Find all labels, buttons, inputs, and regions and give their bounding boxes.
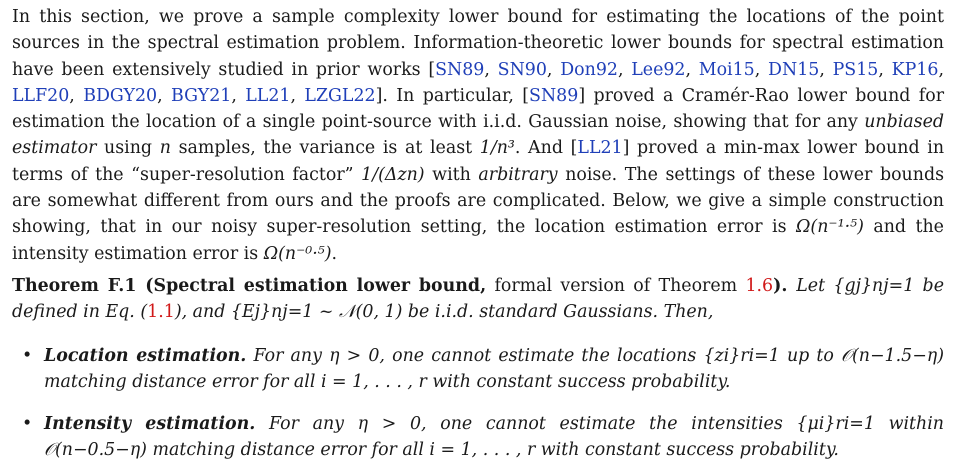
theorem-statement [12,273,944,326]
text-segment: ] proved a min-max lower bound in terms of the “super-resolution factor” [12,138,945,185]
citation-link[interactable]: PS15 [832,59,879,80]
equation-reference-link[interactable]: 1.1 [147,302,175,323]
bullet-icon: • [22,345,33,366]
bullet-icon: • [22,413,33,434]
theorem-reference-link[interactable]: 1.6 [745,275,774,296]
theorem-body: ), and {Ej}nj=1 ~ 𝒩(0, 1) be i.i.d. standard Gaussians. Then, [174,302,714,323]
citation-link[interactable]: Don92 [560,59,618,80]
citation-link[interactable]: LLF20 [12,85,70,106]
emphasis: arbitrary [478,164,558,185]
citation-link[interactable]: KP16 [891,59,939,80]
text-segment: noise. The settings of these lower bounds are somewhat different from ours and the proofs are complicated. Below, we give a simple construction showing, that in our noisy super-resolution setting, the location estimation error is [12,164,945,238]
text-segment: using [96,138,160,159]
theorem-heading: Theorem F.1 (Spectral estimation lower bound, [12,275,487,296]
text-segment: and the intensity estimation error is [12,217,944,264]
text-segment: samples, the variance is at least [170,138,480,159]
theorem-heading-close: ). [773,275,797,296]
intro-paragraph: In this section, we prove a sample complexity lower bound for estimating the locations of the point sources in the spectral estimation problem. Information-theoretic lower bounds for spectral estimation have been extensively studied in prior works [SN89, SN90, Don92, Lee92, Moi15, DN15, PS15, KP16, LLF20, BDGY20, BGY21, LL21, LZGL22]. In particular, [SN89] proved a Cramér-Rao lower bound for estimation the location of a single point-source with i.i.d. Gaussian noise, showing that for any unbiased estimator using n samples, the variance is at least 1/n³. And [LL21] proved a min-max lower bound in terms of the “super-resolution factor” 1/(Δzn) with arbitrary noise. The settings of these lower bounds are somewhat different from ours and the proofs are complicated. Below, we give a simple construction showing, that in our noisy super-resolution setting, the location estimation error is Ω(n⁻¹·⁵) and the intensity estimation error is Ω(n⁻⁰·⁵). [12,7,945,264]
bullet-text: For any η > 0, one cannot estimate the locations {zi}ri=1 up to 𝒪(n−1.5−η) matching distance error for all i = 1, . . . , r with constant success probability. [44,345,944,393]
bullet-label: Location estimation. [44,345,247,366]
list-item [22,411,944,464]
text-segment: . [331,243,338,264]
citation-link[interactable]: LL21 [245,85,291,106]
bullet-label: Intensity estimation. [44,413,256,434]
theorem-bullet-list [12,343,944,463]
citation-link[interactable]: Lee92 [631,59,686,80]
citation-link[interactable]: BGY21 [171,85,232,106]
citation-link[interactable]: BDGY20 [83,85,158,106]
citation-link[interactable]: LL21 [577,138,623,159]
citation-link[interactable]: DN15 [768,59,820,80]
math-inline: Ω(n⁻⁰·⁵) [263,243,332,264]
theorem-body: Let {gj}nj=1 be defined in Eq. ( [12,275,944,323]
citation-link[interactable]: SN89 [435,59,485,80]
text-segment: In this section, we prove a sample complexity lower bound for estimating the locations of the point sources in the spectral estimation problem. Information-theoretic lower bounds for spectral estimation have been extensively studied in prior works [ [12,7,944,80]
list-item [22,343,944,396]
citation-link[interactable]: LZGL22 [304,85,376,106]
citation-link[interactable]: Moi15 [698,59,755,80]
text-segment: ] proved a Cramér-Rao lower bound for estimation the location of a single point-source with i.i.d. Gaussian noise, showing that for any [12,85,945,133]
citation-link[interactable]: SN90 [497,59,547,80]
math-inline: n [159,138,171,159]
math-inline: Ω(n⁻¹·⁵) [796,217,864,238]
text-segment: ]. In particular, [ [375,85,530,106]
emphasis: unbiased estimator [12,112,944,159]
text-segment: . And [ [514,138,578,159]
math-inline: 1/n³ [479,138,515,159]
math-inline: 1/(Δzn) [361,164,425,185]
text-segment: with [424,164,479,185]
theorem-mid: formal version of Theorem [486,275,746,296]
bullet-text: For any η > 0, one cannot estimate the intensities {μi}ri=1 within 𝒪(n−0.5−η) matching distance error for all i = 1, . . . , r with constant success probability. [44,413,944,460]
citation-link[interactable]: SN89 [529,85,579,106]
